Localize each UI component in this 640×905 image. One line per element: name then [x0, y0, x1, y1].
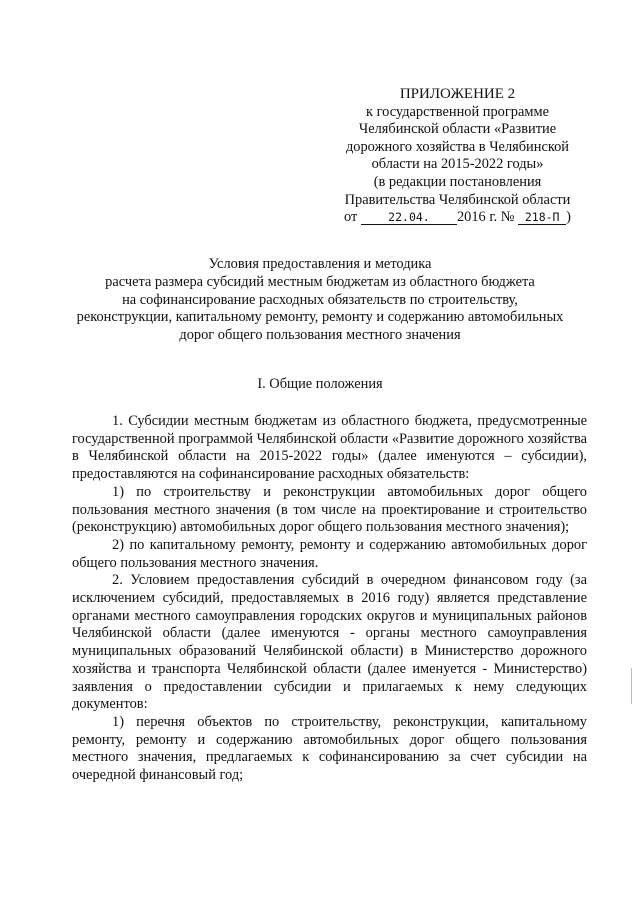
handwritten-date: 22.04. — [361, 210, 457, 225]
closing-paren: ) — [566, 209, 571, 226]
appendix-line: области на 2015-2022 годы» — [371, 156, 544, 173]
from-label: от — [344, 209, 358, 226]
handwritten-number: 218-П — [518, 210, 566, 225]
appendix-line: (в редакции постановления — [373, 173, 542, 190]
appendix-line: Челябинской области «Развитие — [358, 121, 557, 138]
title-line: Условия предоставления и методика — [208, 256, 432, 272]
section-heading: I. Общие положения — [257, 376, 383, 392]
appendix-heading: ПРИЛОЖЕНИЕ 2 — [399, 86, 516, 102]
appendix-line: дорожного хозяйства в Челябинской — [345, 138, 570, 155]
appendix-line: Правительства Челябинской области — [344, 191, 571, 208]
scan-edge-mark — [631, 668, 632, 704]
paragraph: 1) по строительству и реконструкции автомобильных дорог общего пользования местного значения (в том числе на проектирование и строительство (реконструкцию) автомобильных дорог общего пользования местного значения); — [72, 483, 587, 536]
year-text: 2016 г. № — [456, 209, 515, 226]
title-line: на софинансирование расходных обязательств по строительству, — [122, 291, 518, 308]
appendix-block — [330, 86, 585, 227]
paragraph: 2) по капитальному ремонту, ремонту и содержанию автомобильных дорог общего пользования местного значения. — [72, 536, 587, 571]
title-line: дорог общего пользования местного значения — [179, 327, 461, 344]
title-line: реконструкции, капитальному ремонту, ремонту и содержанию автомобильных — [76, 309, 564, 326]
appendix-line: к государственной программе — [366, 103, 549, 120]
paragraph: 1. Субсидии местным бюджетам из областного бюджета, предусмотренные государственной программой Челябинской области «Развитие дорожного хозяйства в Челябинской области на 2015-2022 годы» (далее именуются – субсидии), предоставляются на софинансирование расходных обязательств: — [72, 413, 587, 483]
resolution-date-line — [330, 209, 585, 227]
document-title — [60, 256, 580, 345]
title-line: расчета размера субсидий местным бюджетам из областного бюджета — [105, 273, 535, 290]
paragraph: 2. Условием предоставления субсидий в очередном финансовом году (за исключением субсидий, предоставляемых в 2016 году) является представление органами местного самоуправления городских округов и муниципальных районов Челябинской области (далее именуются - органы местного самоуправления муниципальных образований Челябинской области) в Министерство дорожного хозяйства и транспорта Челябинской области (далее именуется - Министерство) заявления о предоставлении субсидии и прилагаемых к нему следующих документов: — [72, 572, 587, 713]
paragraph: 1) перечня объектов по строительству, реконструкции, капитальному ремонту, ремонту и содержанию автомобильных дорог общего пользования местного значения, предлагаемых к софинансированию за счет субсидии на очередной финансовый год; — [72, 713, 587, 784]
document-body — [72, 413, 587, 785]
